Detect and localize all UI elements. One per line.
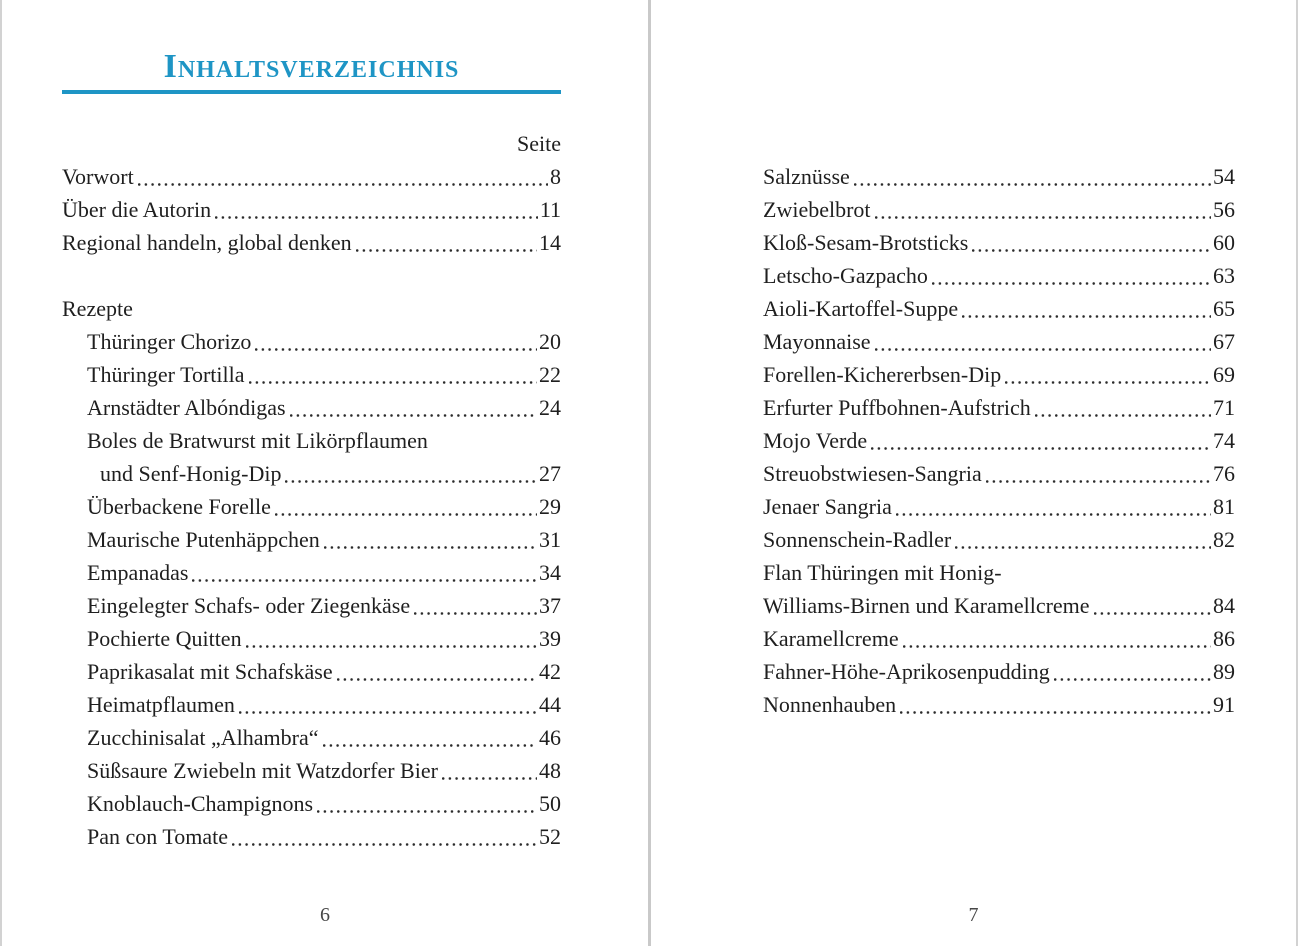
- toc-entry: [763, 688, 1235, 721]
- toc-entry-page-number: 76: [1213, 461, 1235, 486]
- toc-entry-text: Über die Autorin: [62, 197, 212, 222]
- dot-leader: [962, 315, 1211, 318]
- toc-entry-text: Heimatpflaumen: [87, 692, 235, 717]
- dot-leader: [442, 777, 537, 780]
- toc-entry-text: Forellen-Kichererbsen-Dip: [763, 362, 1002, 387]
- toc-entry-text: Süßsaure Zwiebeln mit Watzdorfer Bier: [87, 758, 438, 783]
- toc-entry-page-number: 50: [539, 791, 561, 816]
- toc-entry-page-number: 48: [539, 758, 561, 783]
- toc-title: Inhaltsverzeichnis: [62, 46, 561, 94]
- toc-entry: [62, 655, 561, 688]
- folio-left: 6: [320, 904, 330, 926]
- toc-entry-page-number: 46: [539, 725, 561, 750]
- toc-entry: [62, 391, 561, 424]
- toc-entry-page-number: 56: [1213, 197, 1235, 222]
- dot-leader: [1054, 678, 1211, 681]
- toc-entry-text: Pochierte Quitten: [87, 626, 242, 651]
- toc-entry-text: und Senf-Honig-Dip: [100, 461, 282, 486]
- dot-leader: [337, 678, 537, 681]
- toc-entry-text: Zwiebelbrot: [763, 197, 871, 222]
- dot-leader: [356, 249, 537, 252]
- dot-leader: [275, 513, 537, 516]
- page-left: [2, 0, 648, 946]
- toc-entry-page-number: 44: [539, 692, 561, 717]
- toc-entry: [62, 490, 561, 523]
- toc-entry: [763, 589, 1235, 622]
- toc-entry-page-number: 14: [539, 230, 561, 255]
- toc-entry: [62, 193, 561, 226]
- toc-entry-text: Rezepte: [62, 296, 133, 321]
- dot-leader: [138, 183, 548, 186]
- toc-entry-text: Karamellcreme: [763, 626, 899, 651]
- toc-entry-page-number: 52: [539, 824, 561, 849]
- toc-entry-text: Empanadas: [87, 560, 189, 585]
- toc-entry-text: Arnstädter Albóndigas: [87, 395, 286, 420]
- dot-leader: [955, 546, 1211, 549]
- dot-leader: [900, 711, 1211, 714]
- toc-entry-page-number: 81: [1213, 494, 1235, 519]
- toc-entry: [62, 226, 561, 259]
- toc-entry-page-number: 84: [1213, 593, 1235, 618]
- toc-entry-page-number: 39: [539, 626, 561, 651]
- toc-entry-page-number: 29: [539, 494, 561, 519]
- toc-entry-page-number: 82: [1213, 527, 1235, 552]
- toc-entry: [763, 391, 1235, 424]
- dot-leader: [249, 381, 537, 384]
- toc-entry-text: Überbackene Forelle: [87, 494, 271, 519]
- toc-entry-text: Sonnenschein-Radler: [763, 527, 952, 552]
- dot-leader: [896, 513, 1211, 516]
- dot-leader: [871, 447, 1211, 450]
- toc-entry-text: Salznüsse: [763, 164, 850, 189]
- toc-entry-text: Kloß-Sesam-Brotsticks: [763, 230, 969, 255]
- dot-leader: [972, 249, 1211, 252]
- dot-leader: [1035, 414, 1211, 417]
- dot-leader: [1005, 381, 1211, 384]
- toc-entry-page-number: 86: [1213, 626, 1235, 651]
- toc-entry: [763, 556, 1235, 589]
- toc-entry-text: Erfurter Puffbohnen-Aufstrich: [763, 395, 1031, 420]
- toc-entry-page-number: 27: [539, 461, 561, 486]
- toc-entry-page-number: 37: [539, 593, 561, 618]
- toc-entry-text: Fahner-Höhe-Aprikosenpudding: [763, 659, 1050, 684]
- dot-leader: [285, 480, 537, 483]
- toc-entry-text: Aioli-Kartoffel-Suppe: [763, 296, 959, 321]
- toc-entry-text: Mojo Verde: [763, 428, 868, 453]
- dot-leader: [290, 414, 537, 417]
- toc-entry: [763, 622, 1235, 655]
- toc-entry-text: Vorwort: [62, 164, 134, 189]
- toc-entry-page-number: 71: [1213, 395, 1235, 420]
- toc-left-rows: [62, 160, 561, 853]
- toc-entry: [62, 523, 561, 556]
- dot-leader: [239, 711, 537, 714]
- toc-entry: [62, 292, 561, 325]
- dot-leader: [414, 612, 537, 615]
- toc-entry-text: Streuobstwiesen-Sangria: [763, 461, 982, 486]
- dot-leader: [854, 183, 1211, 186]
- toc-left-column: [62, 46, 561, 853]
- toc-entry: [763, 457, 1235, 490]
- toc-entry: [62, 688, 561, 721]
- toc-entry-text: Thüringer Tortilla: [87, 362, 245, 387]
- dot-leader: [192, 579, 537, 582]
- toc-entry-text: Paprikasalat mit Schafskäse: [87, 659, 333, 684]
- toc-entry: [763, 325, 1235, 358]
- toc-entry-text: Mayonnaise: [763, 329, 871, 354]
- toc-entry-page-number: 89: [1213, 659, 1235, 684]
- toc-entry: [763, 523, 1235, 556]
- toc-entry: [763, 160, 1235, 193]
- toc-entry-page-number: 20: [539, 329, 561, 354]
- toc-entry-page-number: 22: [539, 362, 561, 387]
- dot-leader: [903, 645, 1211, 648]
- toc-spacer-row: [62, 259, 561, 292]
- toc-entry-text: Williams-Birnen und Karamellcreme: [763, 593, 1090, 618]
- toc-entry-text: Boles de Bratwurst mit Likörpflaumen: [87, 428, 428, 453]
- toc-entry-text: Nonnenhauben: [763, 692, 897, 717]
- toc-entry: [62, 754, 561, 787]
- toc-entry: [62, 622, 561, 655]
- dot-leader: [324, 546, 537, 549]
- toc-entry-text: Maurische Putenhäppchen: [87, 527, 320, 552]
- toc-entry-text: Eingelegter Schafs- oder Ziegenkäse: [87, 593, 411, 618]
- page-column-header: Seite: [517, 131, 561, 156]
- toc-entry-page-number: 74: [1213, 428, 1235, 453]
- toc-entry-page-number: 42: [539, 659, 561, 684]
- dot-leader: [875, 348, 1211, 351]
- toc-entry: [62, 325, 561, 358]
- toc-entry-text: Pan con Tomate: [87, 824, 229, 849]
- toc-entry-page-number: 69: [1213, 362, 1235, 387]
- toc-right-rows: [763, 160, 1235, 721]
- toc-entry-text: Flan Thüringen mit Honig-: [763, 560, 1002, 585]
- toc-entry-page-number: 34: [539, 560, 561, 585]
- toc-entry-page-number: 63: [1213, 263, 1235, 288]
- toc-entry: [763, 424, 1235, 457]
- dot-leader: [215, 216, 538, 219]
- toc-entry-page-number: 65: [1213, 296, 1235, 321]
- toc-entry: [62, 787, 561, 820]
- toc-entry: [763, 193, 1235, 226]
- dot-leader: [986, 480, 1211, 483]
- toc-entry-text: Knoblauch-Champignons: [87, 791, 314, 816]
- toc-entry-text: Letscho-Gazpacho: [763, 263, 928, 288]
- toc-entry: [763, 655, 1235, 688]
- page-right: [651, 0, 1296, 946]
- dot-leader: [323, 744, 537, 747]
- toc-entry: [763, 358, 1235, 391]
- toc-entry-page-number: 60: [1213, 230, 1235, 255]
- toc-entry-page-number: 91: [1213, 692, 1235, 717]
- toc-entry: [62, 820, 561, 853]
- dot-leader: [932, 282, 1211, 285]
- toc-entry: [62, 457, 561, 490]
- dot-leader: [875, 216, 1211, 219]
- toc-entry: [763, 226, 1235, 259]
- toc-entry-page-number: 67: [1213, 329, 1235, 354]
- toc-entry: [62, 721, 561, 754]
- toc-entry: [763, 259, 1235, 292]
- toc-entry-page-number: 54: [1213, 164, 1235, 189]
- toc-entry-text: Regional handeln, global denken: [62, 230, 352, 255]
- dot-leader: [317, 810, 537, 813]
- toc-right-column: [763, 0, 1235, 721]
- toc-entry: [763, 490, 1235, 523]
- dot-leader: [255, 348, 537, 351]
- dot-leader: [246, 645, 537, 648]
- toc-entry: [763, 292, 1235, 325]
- toc-entry: [62, 556, 561, 589]
- toc-entry-text: Zucchinisalat „Alhambra“: [87, 725, 319, 750]
- folio-right: 7: [968, 904, 979, 926]
- toc-entry-page-number: 11: [539, 197, 561, 222]
- dot-leader: [1094, 612, 1211, 615]
- toc-entry-page-number: 8: [550, 164, 561, 189]
- toc-entry-page-number: 31: [539, 527, 561, 552]
- toc-entry: [62, 424, 561, 457]
- toc-entry-text: Thüringer Chorizo: [87, 329, 252, 354]
- toc-entry-text: Jenaer Sangria: [763, 494, 892, 519]
- toc-entry: [62, 160, 561, 193]
- toc-entry: [62, 589, 561, 622]
- dot-leader: [232, 843, 537, 846]
- toc-entry-page-number: 24: [539, 395, 561, 420]
- toc-entry: [62, 358, 561, 391]
